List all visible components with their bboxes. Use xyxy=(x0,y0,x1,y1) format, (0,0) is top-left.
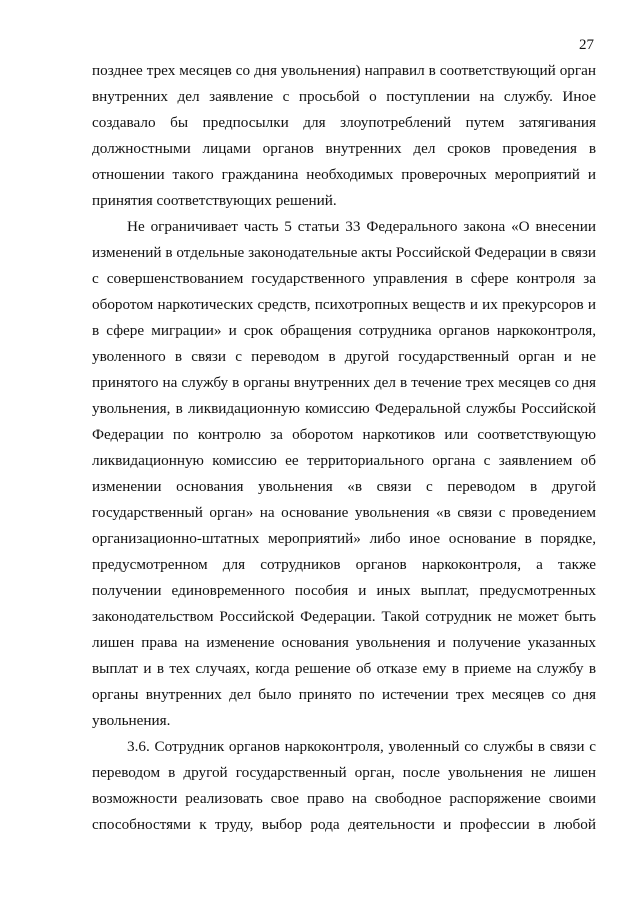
text-line: внутренних дел заявление с просьбой о поступлении на службу. Иное xyxy=(92,88,596,105)
text-line: уволенного в связи с переводом в другой государственный орган и не xyxy=(92,348,596,365)
text-line: предусмотренном для сотрудников органов наркоконтроля, а также xyxy=(92,556,596,573)
text-line: отношении такого гражданина необходимых проверочных мероприятий и xyxy=(92,166,596,183)
text-line: законодательством Российской Федерации. Такой сотрудник не может быть xyxy=(92,608,596,625)
text-line: выплат и в тех случаях, когда решение об отказе ему в приеме на службу в xyxy=(92,660,596,677)
body-text xyxy=(92,58,596,838)
text-line: принятия соответствующих решений. xyxy=(92,192,337,209)
text-line: изменений в отдельные законодательные акты Российской Федерации в связи xyxy=(92,244,596,261)
text-line: получении единовременного пособия и иных выплат, предусмотренных xyxy=(92,582,596,599)
text-line: ликвидационную комиссию ее территориального органа с заявлением об xyxy=(92,452,596,469)
text-line: органы внутренних дел было принято по истечении трех месяцев со дня xyxy=(92,686,596,703)
text-line: увольнения. xyxy=(92,712,171,729)
text-line: должностными лицами органов внутренних дел сроков проведения в xyxy=(92,140,596,157)
text-line: изменении основания увольнения «в связи с переводом в другой xyxy=(92,478,596,495)
text-line: организационно-штатных мероприятий» либо иное основание в порядке, xyxy=(92,530,596,547)
text-line: с совершенствованием государственного управления в сфере контроля за xyxy=(92,270,596,287)
text-line: государственный орган» на основание увольнения «в связи с проведением xyxy=(92,504,596,521)
text-line: возможности реализовать свое право на свободное распоряжение своими xyxy=(92,790,596,807)
paragraph-first-line: 3.6. Сотрудник органов наркоконтроля, уволенный со службы в связи с xyxy=(127,738,596,755)
text-line: Федерации по контролю за оборотом наркотиков или соответствующую xyxy=(92,426,596,443)
text-line: способностями к труду, выбор рода деятельности и профессии в любой xyxy=(92,816,596,833)
text-line: создавало бы предпосылки для злоупотреблений путем затягивания xyxy=(92,114,596,131)
text-line: принятого на службу в органы внутренних дел в течение трех месяцев со дня xyxy=(92,374,596,391)
page-number: 27 xyxy=(579,37,594,53)
text-line: оборотом наркотических средств, психотропных веществ и их прекурсоров и xyxy=(92,296,596,313)
text-line: в сфере миграции» и срок обращения сотрудника органов наркоконтроля, xyxy=(92,322,596,339)
text-line: переводом в другой государственный орган, после увольнения не лишен xyxy=(92,764,596,781)
text-line: лишен права на изменение основания увольнения и получение указанных xyxy=(92,634,596,651)
paragraph-first-line: Не ограничивает часть 5 статьи 33 Федерального закона «О внесении xyxy=(127,218,596,235)
text-line: позднее трех месяцев со дня увольнения) направил в соответствующий орган xyxy=(92,62,596,79)
text-line: увольнения, в ликвидационную комиссию Федеральной службы Российской xyxy=(92,400,596,417)
